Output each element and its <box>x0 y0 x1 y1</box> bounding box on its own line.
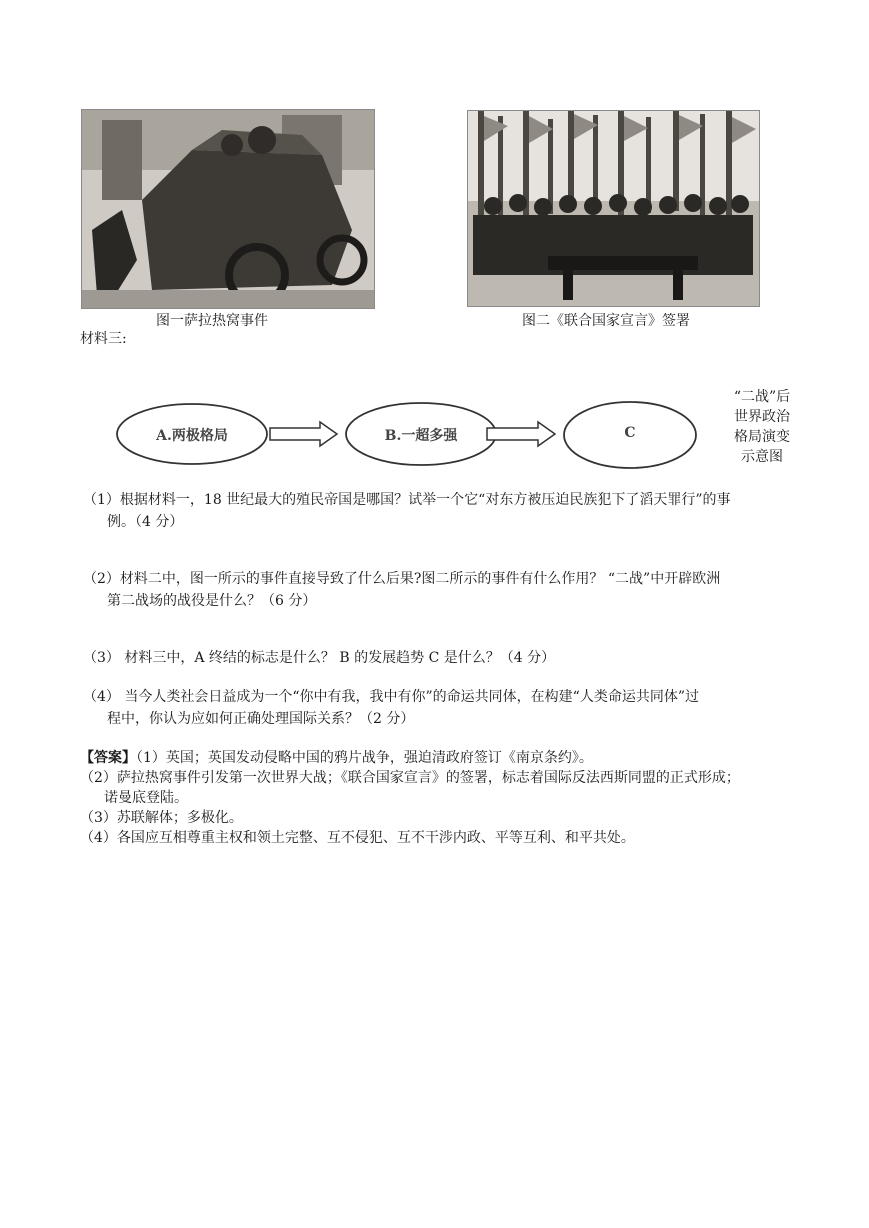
question-number: （1） <box>83 492 120 508</box>
question-number: （2） <box>83 571 120 587</box>
material3-label: 材料三: <box>80 331 127 347</box>
node-c-label: C <box>624 425 636 441</box>
figure1-caption: 图一萨拉热窝事件 <box>156 313 268 329</box>
united-nations-declaration-photo <box>467 110 760 307</box>
question-text-cont: 例。（4 分） <box>107 514 184 530</box>
question-1 <box>83 489 795 533</box>
question-number: （3） <box>83 650 120 666</box>
question-3 <box>83 647 795 669</box>
sarajevo-incident-photo <box>81 109 375 309</box>
figure2-caption: 图二《联合国家宣言》签署 <box>522 313 690 329</box>
question-number: （4） <box>83 689 120 705</box>
question-text-cont: 第二战场的战役是什么？（6 分） <box>107 593 317 609</box>
answer-line-1: 【答案】（1）英国；英国发动侵略中国的鸦片战争，强迫清政府签订《南京条约》。 <box>80 750 593 766</box>
diagram-side-note: “二战”后世界政治格局演变示意图 <box>733 389 791 465</box>
answer-line-4: （4）各国应互相尊重主权和领土完整、互不侵犯、互不干涉内政、平等互利、和平共处。 <box>80 830 635 846</box>
question-text: 当今人类社会日益成为一个“你中有我，我中有你”的命运共同体，在构建“人类命运共同体”过 <box>119 689 699 705</box>
answer-line-2: （2）萨拉热窝事件引发第一次世界大战；《联合国家宣言》的签署，标志着国际反法西斯同盟的正式形成； <box>80 770 740 786</box>
political-pattern-diagram <box>115 400 705 472</box>
question-text: 根据材料一，18 世纪最大的殖民帝国是哪国？试举一个它“对东方被压迫民族犯下了滔天罪行”的事 <box>119 492 731 508</box>
node-a-label: A.两极格局 <box>156 428 228 444</box>
answer-block <box>80 748 800 848</box>
answer-label: 【答案】 <box>80 750 136 766</box>
question-4 <box>83 686 795 730</box>
question-text-cont: 程中，你认为应如何正确处理国际关系？（2 分） <box>107 711 415 727</box>
answer-line-2-cont: 诺曼底登陆。 <box>104 790 188 806</box>
answer-line-3: （3）苏联解体；多极化。 <box>80 810 243 826</box>
question-2 <box>83 568 795 612</box>
question-text: 材料三中，A 终结的标志是什么？ B 的发展趋势 C 是什么？（4 分） <box>119 650 556 666</box>
node-b-label: B.一超多强 <box>384 428 458 444</box>
question-text: 材料二中，图一所示的事件直接导致了什么后果?图二所示的事件有什么作用？ “二战”中开辟欧洲 <box>119 571 721 587</box>
